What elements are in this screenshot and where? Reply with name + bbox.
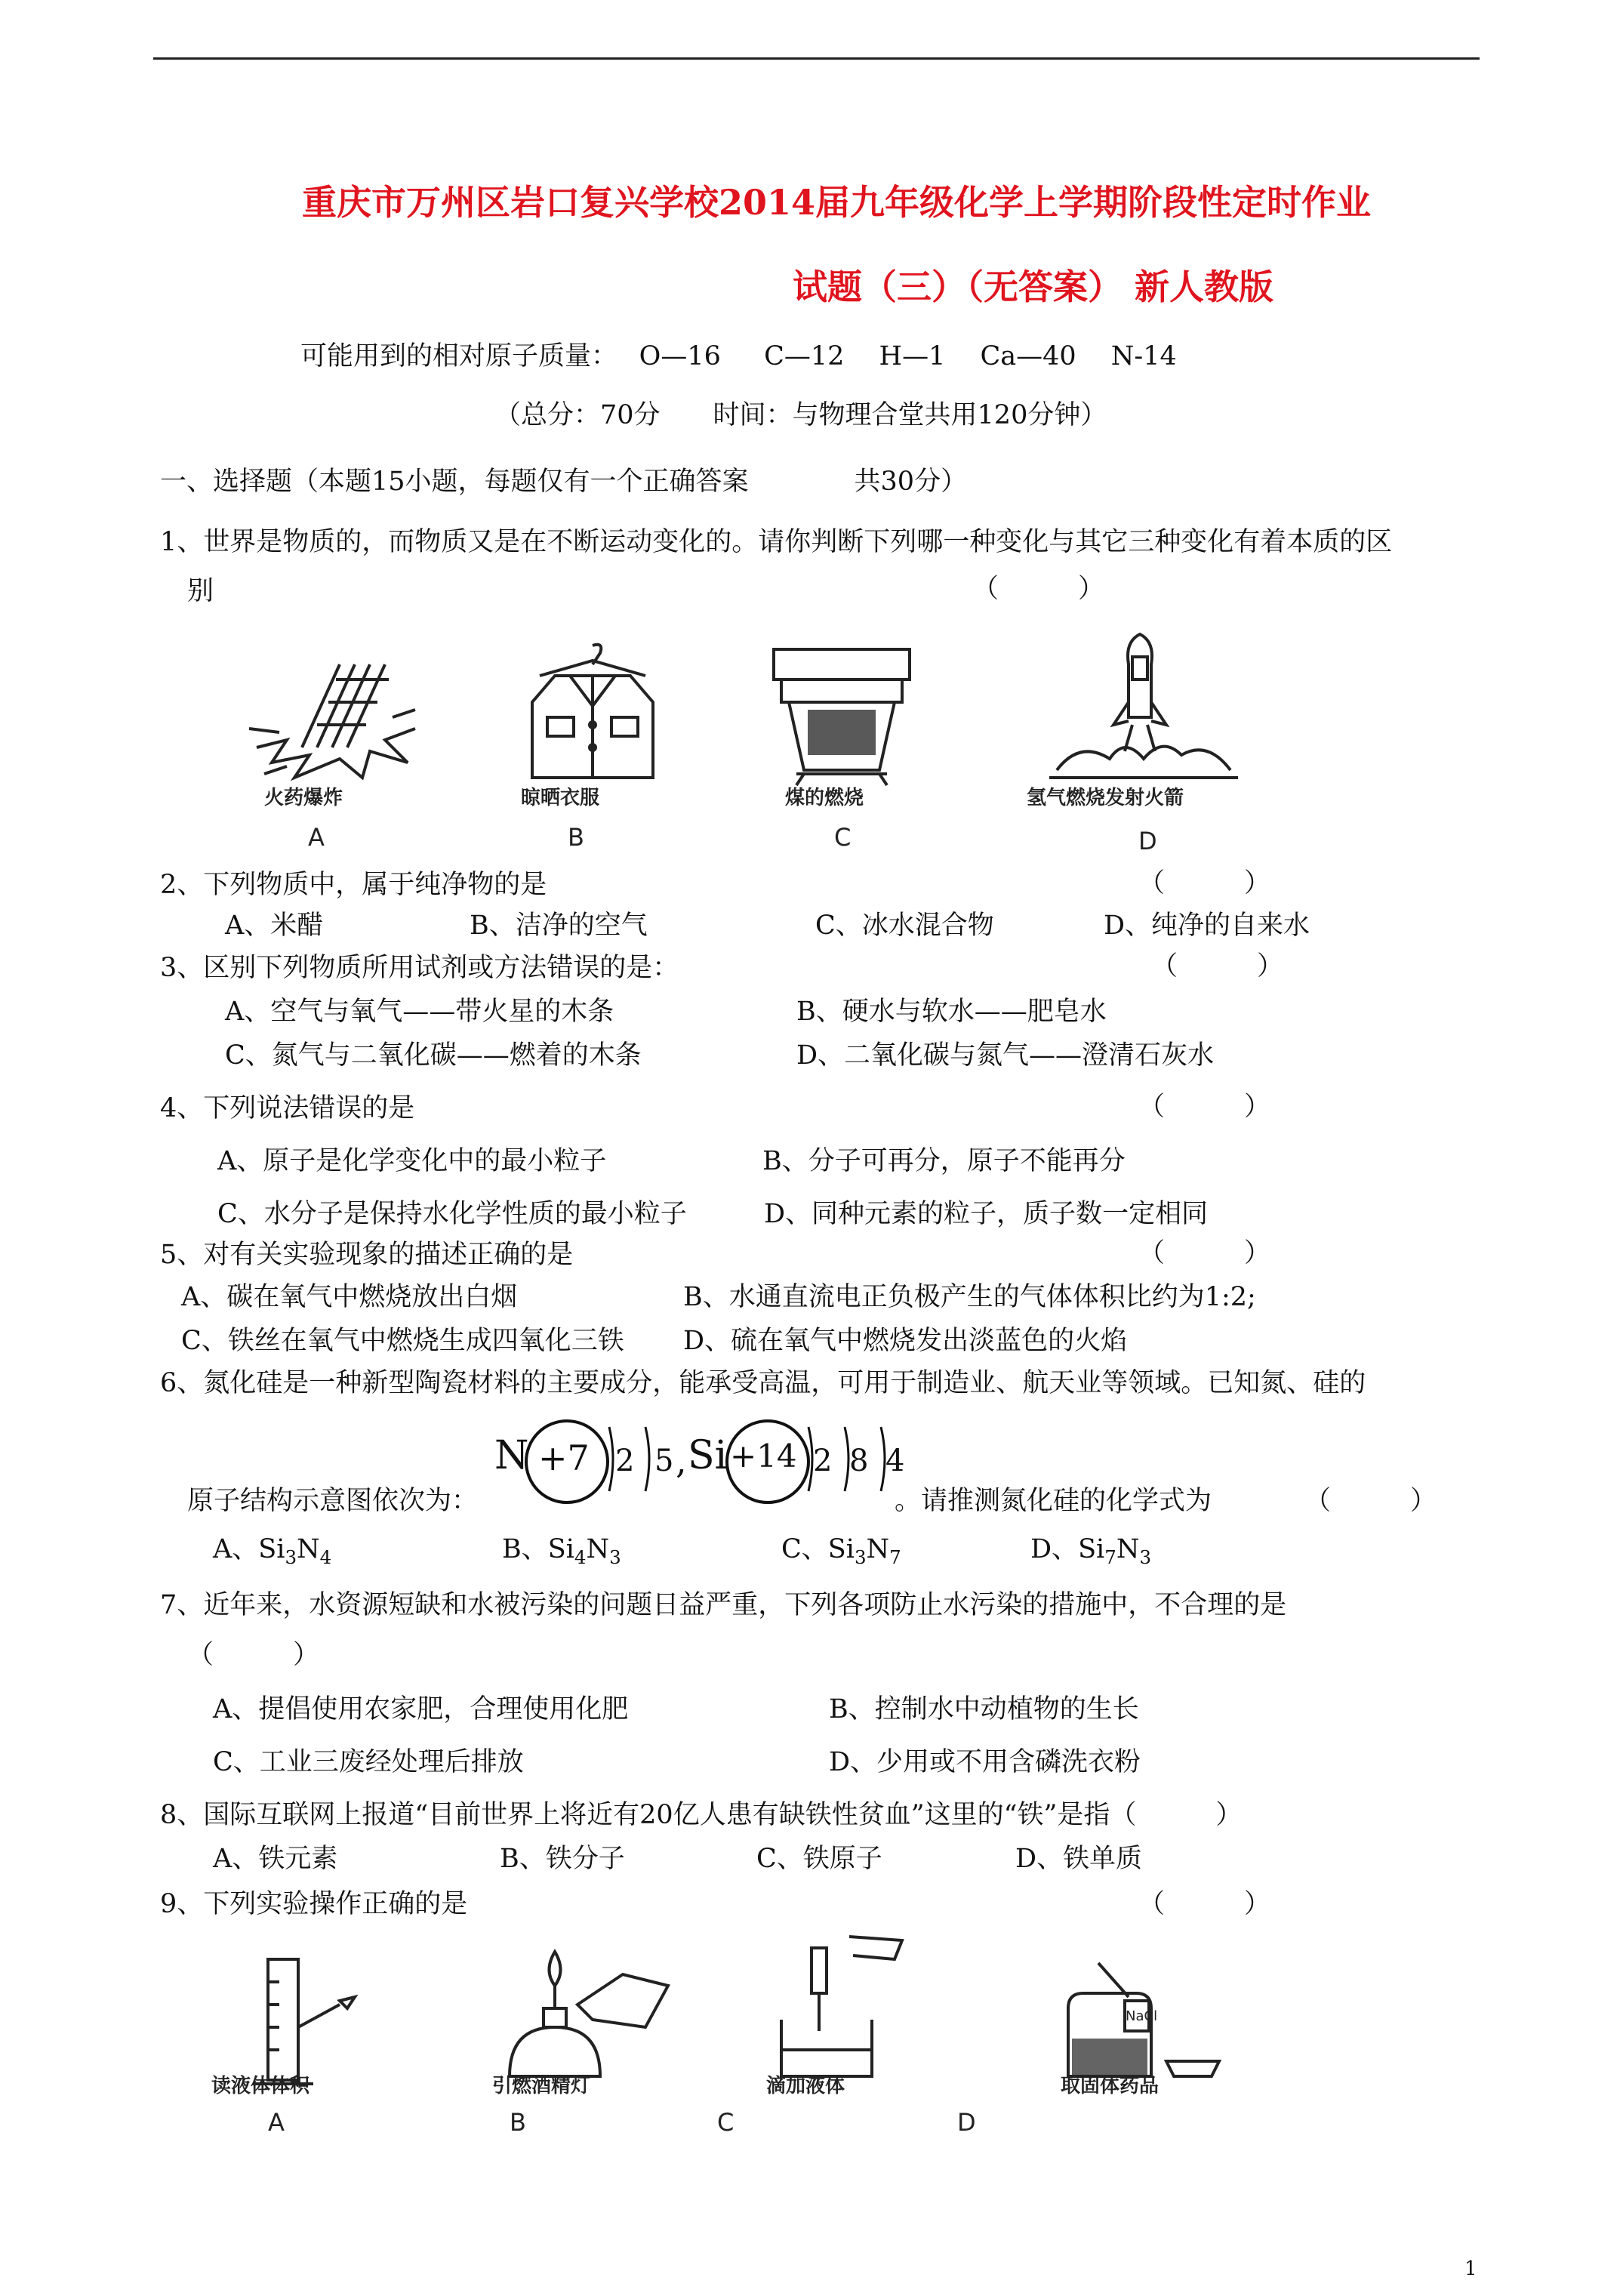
si-shell-2: 8: [849, 1444, 869, 1478]
q7-option-b[interactable]: B、控制水中动植物的生长: [829, 1694, 1139, 1724]
q9-caption-a: 读液体体积: [211, 2075, 310, 2097]
q8-option-a[interactable]: A、铁元素: [213, 1844, 338, 1874]
q5-answer-paren: （ ）: [1138, 1238, 1271, 1268]
nacl-label: NaCl: [1126, 2008, 1158, 2024]
q5-option-a[interactable]: A、碳在氧气中燃烧放出白烟: [181, 1282, 518, 1312]
q4-option-d[interactable]: D、同种元素的粒子，质子数一定相同: [764, 1199, 1209, 1229]
electron-shell-arcs: [494, 1419, 917, 1525]
q3-option-a[interactable]: A、空气与氧气——带火星的木条: [225, 997, 614, 1027]
n-shell-1: 2: [615, 1444, 635, 1478]
q4-option-a[interactable]: A、原子是化学变化中的最小粒子: [217, 1146, 607, 1176]
q9-answer-paren: （ ）: [1138, 1889, 1271, 1919]
q3-stem: 3、区别下列物质所用试剂或方法错误的是：: [160, 953, 679, 983]
q5-stem: 5、对有关实验现象的描述正确的是: [160, 1240, 574, 1270]
q9-caption-b: 引燃酒精灯: [492, 2075, 591, 2097]
q9-caption-d: 取固体药品: [1061, 2075, 1160, 2097]
q5-option-c[interactable]: C、铁丝在氧气中燃烧生成四氧化三铁: [181, 1326, 624, 1356]
q6-line2-pre: 原子结构示意图依次为：: [187, 1486, 479, 1516]
n-shell-2: 5: [654, 1444, 674, 1478]
n-symbol: N: [494, 1433, 529, 1478]
q3-option-c[interactable]: C、氮气与二氧化碳——燃着的木条: [225, 1040, 642, 1071]
q3-option-b[interactable]: B、硬水与软水——肥皂水: [796, 997, 1107, 1027]
n-nucleus-charge: +7: [538, 1438, 590, 1478]
q4-option-b[interactable]: B、分子可再分，原子不能再分: [762, 1146, 1126, 1176]
q1-caption-d: 氢气燃烧发射火箭: [1027, 787, 1184, 809]
q7-option-c[interactable]: C、工业三废经处理后排放: [213, 1747, 524, 1777]
q9-letter-b: B: [510, 2108, 526, 2137]
q2-option-d[interactable]: D、纯净的自来水: [1104, 911, 1310, 941]
si-nucleus-charge: +14: [730, 1438, 797, 1475]
q5-option-b[interactable]: B、水通直流电正负极产生的气体体积比约为1:2;: [683, 1282, 1256, 1312]
q2-option-a[interactable]: A、米醋: [225, 911, 324, 941]
q9-letter-c: C: [717, 2108, 735, 2137]
title-line-1: 重庆市万州区岩口复兴学校2014届九年级化学上学期阶段性定时作业: [302, 182, 1372, 223]
gunpowder-explosion-icon: [242, 634, 423, 785]
top-rule: [153, 57, 1480, 60]
q6-option-d[interactable]: D、$Si_7N_3$: [1030, 1534, 1152, 1568]
exam-info: （总分：70分 时间：与物理合堂共用120分钟）: [494, 400, 1107, 430]
q1-caption-a: 火药爆炸: [264, 787, 343, 809]
q6-option-a[interactable]: A、$Si_3N_4$: [213, 1534, 332, 1568]
q6-answer-paren: （ ）: [1304, 1486, 1437, 1516]
q4-stem: 4、下列说法错误的是: [160, 1093, 415, 1123]
q7-option-a[interactable]: A、提倡使用农家肥，合理使用化肥: [213, 1694, 629, 1724]
q4-option-c[interactable]: C、水分子是保持水化学性质的最小粒子: [217, 1199, 687, 1229]
q3-answer-paren: （ ）: [1151, 951, 1284, 982]
q8-option-c[interactable]: C、铁原子: [756, 1844, 882, 1874]
si-shell-3: 4: [885, 1444, 905, 1478]
q1-answer-paren: （ ）: [972, 574, 1105, 604]
q6-line2-post: 。请推测氮化硅的化学式为: [895, 1486, 1212, 1516]
hydrogen-rocket-icon: [1027, 627, 1253, 789]
q1-letter-b: B: [568, 823, 584, 852]
page-number: 1: [1464, 2257, 1477, 2280]
burning-coal-icon: [751, 634, 932, 785]
q9-stem: 9、下列实验操作正确的是: [160, 1889, 468, 1919]
q2-option-b[interactable]: B、洁净的空气: [470, 911, 648, 941]
q8-option-d[interactable]: D、铁单质: [1015, 1844, 1143, 1874]
q2-answer-paren: （ ）: [1138, 868, 1271, 898]
q2-option-c[interactable]: C、冰水混合物: [815, 911, 994, 941]
q6-stem: 6、氮化硅是一种新型陶瓷材料的主要成分，能承受高温，可用于制造业、航天业等领域。已知氮、硅的: [160, 1368, 1366, 1398]
q2-stem: 2、下列物质中，属于纯净物的是: [160, 870, 547, 900]
q1-letter-a: A: [308, 823, 325, 852]
q4-answer-paren: （ ）: [1138, 1092, 1271, 1122]
q1-stem-2: 别: [187, 576, 214, 606]
q9-letter-d: D: [957, 2108, 976, 2137]
diagram-comma: ,: [676, 1441, 687, 1481]
q8-option-b[interactable]: B、铁分子: [500, 1844, 625, 1874]
q8-stem: 8、国际互联网上报道“目前世界上将近有20亿人患有缺铁性贫血”这里的“铁”是指（ ）: [160, 1800, 1243, 1830]
q1-caption-c: 煤的燃烧: [785, 787, 864, 809]
q6-option-c[interactable]: C、$Si_3N_7$: [781, 1534, 901, 1568]
atomic-masses: 可能用到的相对原子质量： O—16 C—12 H—1 Ca—40 N-14: [300, 341, 1177, 371]
q5-option-d[interactable]: D、硫在氧气中燃烧发出淡蓝色的火焰: [683, 1326, 1128, 1356]
drying-clothes-icon: [510, 634, 676, 785]
title-line-2: 试题（三）（无答案） 新人教版: [793, 267, 1274, 307]
atomic-structure-diagram: [494, 1419, 917, 1525]
q7-answer-paren: （ ）: [187, 1640, 320, 1670]
section-heading: 一、选择题（本题15小题，每题仅有一个正确答案 共30分）: [160, 467, 968, 497]
q7-stem: 7、近年来，水资源短缺和水被污染的问题日益严重，下列各项防止水污染的措施中，不合理的是: [160, 1590, 1287, 1620]
si-symbol: Si: [688, 1433, 728, 1478]
q1-letter-d: D: [1138, 827, 1157, 855]
q1-stem: 1、世界是物质的，而物质又是在不断运动变化的。请你判断下列哪一种变化与其它三种变化有着本质的区: [160, 527, 1393, 557]
q6-option-b[interactable]: B、$Si_4N_3$: [502, 1534, 621, 1568]
q9-letter-a: A: [268, 2108, 285, 2137]
si-shell-1: 2: [813, 1444, 833, 1478]
q7-option-d[interactable]: D、少用或不用含磷洗衣粉: [829, 1747, 1141, 1777]
q1-caption-b: 晾晒衣服: [521, 787, 600, 809]
q9-caption-c: 滴加液体: [766, 2075, 845, 2097]
q3-option-d[interactable]: D、二氧化碳与氮气——澄清石灰水: [796, 1040, 1215, 1071]
q1-letter-c: C: [834, 823, 852, 852]
